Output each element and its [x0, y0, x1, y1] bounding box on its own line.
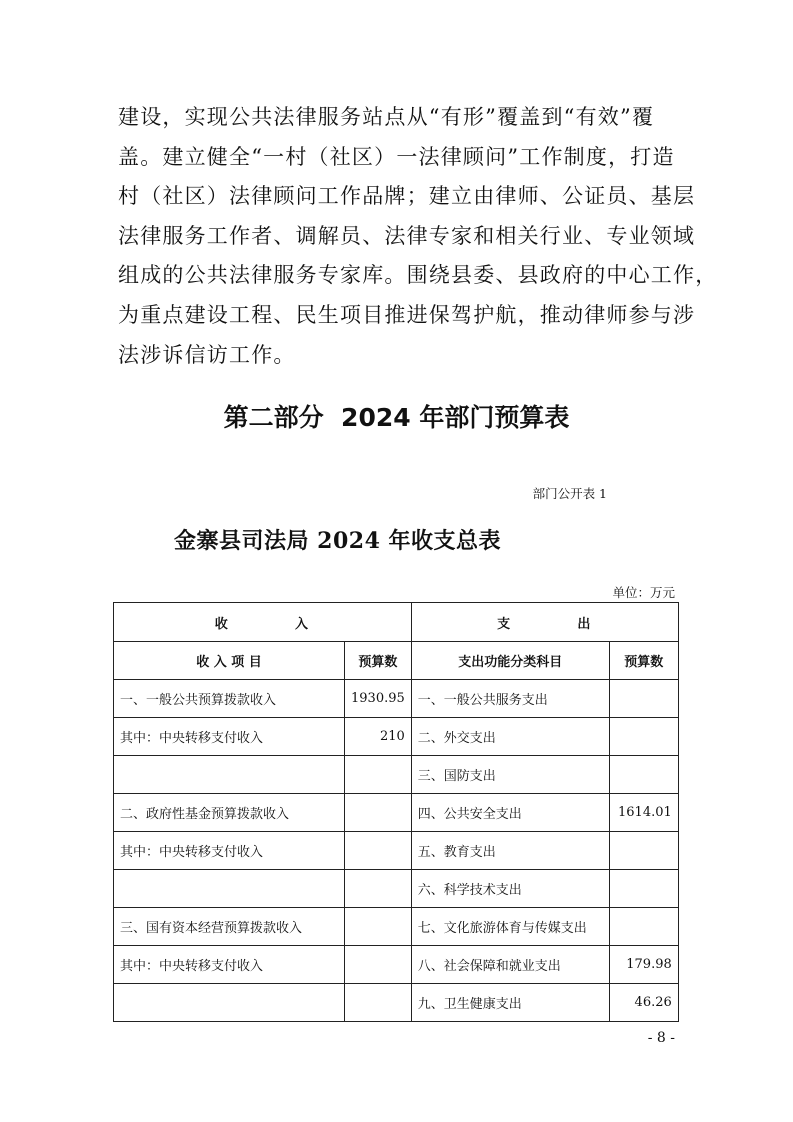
- table-group-header-row: [114, 603, 679, 642]
- table-row: [114, 794, 679, 832]
- expense-item: 二、外交支出: [411, 718, 609, 756]
- table-row: [114, 718, 679, 756]
- expense-item: 一、一般公共服务支出: [411, 680, 609, 718]
- table-row: [114, 680, 679, 718]
- paragraph-line: 组成的公共法律服务专家库。围绕县委、县政府的中心工作，: [118, 263, 718, 288]
- expense-amount: [609, 832, 678, 870]
- income-amount: [345, 908, 412, 946]
- paragraph-line: 法涉诉信访工作。: [118, 342, 296, 367]
- income-item: [114, 870, 345, 908]
- col-income-amount: 预算数: [345, 642, 412, 680]
- income-item: 其中：中央转移支付收入: [114, 718, 345, 756]
- table-row: [114, 832, 679, 870]
- income-amount: [345, 756, 412, 794]
- section-title: 第二部分 2024 年部门预算表: [223, 403, 570, 432]
- budget-table: [113, 602, 679, 1022]
- expense-item: 九、卫生健康支出: [411, 984, 609, 1022]
- expense-item: 三、国防支出: [411, 756, 609, 794]
- income-item: [114, 984, 345, 1022]
- table-code: 部门公开表 1: [532, 486, 607, 501]
- col-expense-item: 支出功能分类科目: [411, 642, 609, 680]
- paragraph-line: 法律服务工作者、调解员、法律专家和相关行业、专业领域: [118, 223, 696, 248]
- income-amount: [345, 832, 412, 870]
- unit-label: 单位：万元: [612, 585, 675, 600]
- table-row: [114, 984, 679, 1022]
- expense-item: 五、教育支出: [411, 832, 609, 870]
- expense-amount: 46.26: [609, 984, 678, 1022]
- expense-item: 六、科学技术支出: [411, 870, 609, 908]
- income-item: 二、政府性基金预算拨款收入: [114, 794, 345, 832]
- income-item: 三、国有资本经营预算拨款收入: [114, 908, 345, 946]
- col-expense-amount: 预算数: [609, 642, 678, 680]
- income-amount: 210: [345, 718, 412, 756]
- income-amount: 1930.95: [345, 680, 412, 718]
- expense-header: 支 出: [411, 603, 678, 642]
- income-item: [114, 756, 345, 794]
- table-title: 金寨县司法局 2024 年收支总表: [174, 528, 502, 554]
- col-income-item: 收 入 项 目: [114, 642, 345, 680]
- body-paragraph: [118, 98, 718, 375]
- expense-amount: [609, 870, 678, 908]
- income-amount: [345, 946, 412, 984]
- expense-amount: 1614.01: [609, 794, 678, 832]
- income-header: 收 入: [114, 603, 412, 642]
- income-item: 其中：中央转移支付收入: [114, 832, 345, 870]
- paragraph-line: 盖。建立健全“一村（社区）一法律顾问”工作制度，打造: [118, 144, 675, 169]
- income-item: 其中：中央转移支付收入: [114, 946, 345, 984]
- expense-amount: [609, 756, 678, 794]
- paragraph-line: 为重点建设工程、民生项目推进保驾护航，推动律师参与涉: [118, 302, 696, 327]
- expense-item: 八、社会保障和就业支出: [411, 946, 609, 984]
- page-number: - 8 -: [647, 1030, 675, 1046]
- income-item: 一、一般公共预算拨款收入: [114, 680, 345, 718]
- paragraph-line: 建设，实现公共法律服务站点从“有形”覆盖到“有效”覆: [118, 105, 655, 129]
- expense-amount: [609, 718, 678, 756]
- table-row: [114, 870, 679, 908]
- expense-amount: [609, 680, 678, 718]
- income-amount: [345, 870, 412, 908]
- table-column-header-row: [114, 642, 679, 680]
- expense-amount: [609, 908, 678, 946]
- table-row: [114, 908, 679, 946]
- income-amount: [345, 984, 412, 1022]
- expense-item: 四、公共安全支出: [411, 794, 609, 832]
- paragraph-line: 村（社区）法律顾问工作品牌；建立由律师、公证员、基层: [118, 184, 696, 209]
- table-row: [114, 946, 679, 984]
- income-amount: [345, 794, 412, 832]
- table-row: [114, 756, 679, 794]
- expense-amount: 179.98: [609, 946, 678, 984]
- expense-item: 七、文化旅游体育与传媒支出: [411, 908, 609, 946]
